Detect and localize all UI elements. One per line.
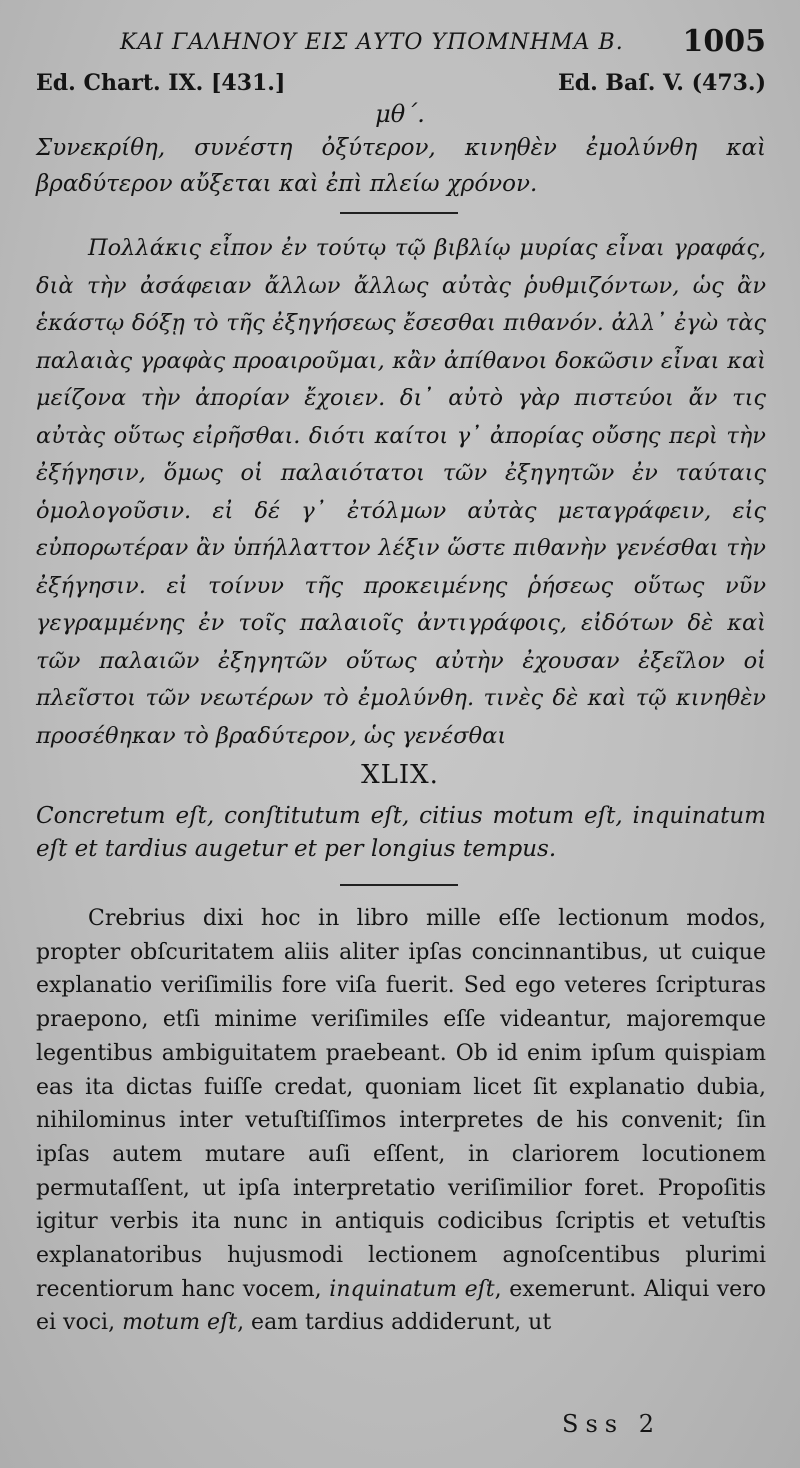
section-divider — [340, 212, 458, 214]
latin-text-part: , eam tardius addiderunt, ut — [237, 1310, 552, 1336]
latin-commentary-paragraph — [36, 902, 766, 1340]
latin-italic-term: motum eſt — [122, 1310, 238, 1336]
latin-section-number: XLIX. — [361, 760, 439, 790]
signature-mark: Sss 2 — [562, 1410, 661, 1438]
edition-left: Ed. Chart. IX. [431.] — [36, 70, 286, 96]
greek-section-number: μθ΄. — [375, 100, 425, 128]
latin-italic-term: inquinatum eſt — [329, 1276, 495, 1302]
page-number: 1005 — [682, 24, 766, 59]
latin-lemma — [36, 800, 766, 866]
greek-commentary-text: Πολλάκις εἶπον ἐν τούτῳ τῷ βιβλίῳ μυρίας εἶναι γραφάς, διὰ τὴν ἀσάφειαν ἄλλων ἄλλως αὐτὰς ῥυθμιζόντων, ὡς ἂν ἑκάστῳ δόξῃ τὸ τῆς ἐξηγήσεως ἔσεσθαι πιθανόν. ἀλλ᾽ ἐγὼ τὰς παλαιὰς γραφὰς προαιροῦμαι, κἂν ἀπίθανοι δοκῶσιν εἶναι καὶ μείζονα τὴν ἀπορίαν ἔχοιεν. δι᾽ αὐτὸ γὰρ πιστεύοι ἄν τις αὐτὰς οὕτως εἰρῆσθαι. διότι καίτοι γ᾽ ἀπορίας οὔσης περὶ τὴν ἐξήγησιν, ὅμως οἱ παλαιότατοι τῶν ἐξηγητῶν ἐν ταύταις ὁμολογοῦσιν. εἰ δέ γ᾽ ἐτόλμων αὐτὰς μεταγράφειν, εἰς εὐπορωτέραν ἂν ὑπήλλαττον λέξιν ὥστε πιθανὴν γενέσθαι τὴν ἐξήγησιν. εἰ τοίνυν τῆς προκειμένης ῥήσεως οὕτως νῦν γεγραμμένης ἐν τοῖς παλαιοῖς ἀντιγράφοις, εἰδότων δὲ καὶ τῶν παλαιῶν ἐξηγητῶν οὕτως αὐτὴν ἐχουσαν ἐξεῖλον οἱ πλεῖστοι τῶν νεωτέρων τὸ ἐμολύνθη. τινὲς δὲ καὶ τῷ κινηθὲν προσέθηκαν τὸ βραδύτερον, ὡς γενέσθαι — [36, 235, 766, 749]
greek-lemma-text: Συνεκρίθη, συνέστη ὀξύτερον, κινηθὲν ἐμολύνθη καὶ βραδύτερον αὔξεται καὶ ἐπὶ πλείω χρόνον. — [36, 135, 766, 197]
running-header — [120, 24, 766, 59]
latin-text-part: Crebrius dixi hoc in libro mille eſſe lectionum modos, propter obſcuritatem aliis aliter ipſas concinnantibus, ut cuique explanatio veriſimilis fore viſa fuerit. Sed ego veteres ſcripturas praepono, etſi minime veriſimiles eſſe videantur, majoremque legentibus ambiguitatem praebeant. Ob id enim ipſum quispiam eas ita dictas fuiſſe credat, quoniam licet ſit explanatio dubia, nihilominus inter vetuſtiſſimos interpretes de his convenit; ſin ipſas autem mutare auſi eſſent, in clariorem locutionem permutaſſent, ut ipſa interpretatio veriſimilior foret. Propoſitis igitur verbis ita nunc in antiquis codicibus ſcriptis et vetuſtis explanatoribus hujusmodi lectionem agnoſcentibus plurimi recentiorum hanc vocem, — [36, 906, 766, 1302]
greek-lemma — [36, 130, 766, 202]
edition-references — [36, 70, 766, 96]
edition-right: Ed. Baſ. V. (473.) — [557, 70, 766, 96]
latin-text-part: , exemerunt. Aliqui vero ei voci, — [36, 1276, 766, 1336]
latin-commentary — [36, 902, 766, 1340]
running-title: ΚΑΙ ΓΑΛΗΝΟΥ ΕΙΣ ΑΥΤΟ ΥΠΟΜΝΗΜΑ Β. — [120, 30, 624, 55]
section-divider — [340, 884, 458, 886]
latin-lemma-text: Concretum eſt, conſtitutum eſt, citius motum eſt, inquinatum eſt et tardius augetur et per longius tempus. — [36, 803, 766, 862]
greek-commentary — [36, 230, 766, 755]
